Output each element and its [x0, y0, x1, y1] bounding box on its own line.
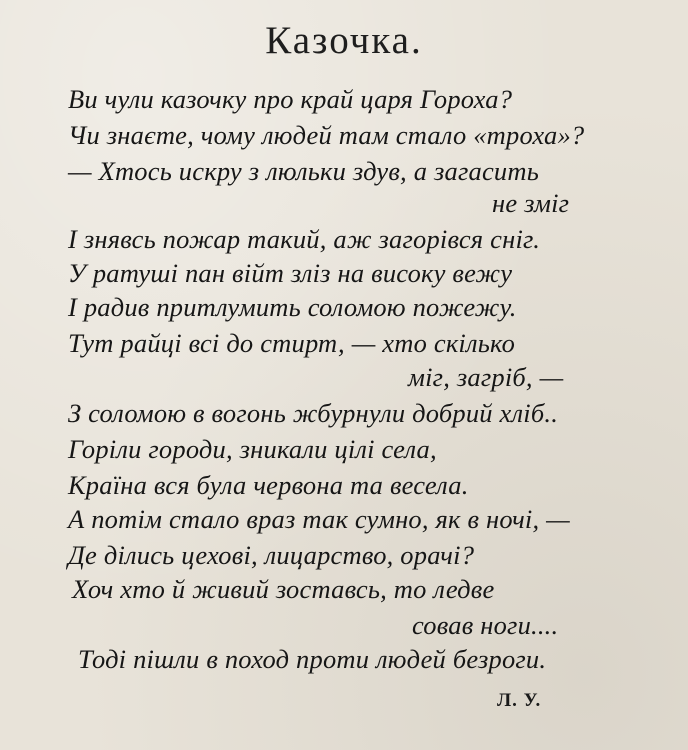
- poem-line: Ви чули казочку про край царя Гороха?: [68, 84, 513, 114]
- poem-line: Де ділись цехові, лицарство, орачі?: [68, 540, 475, 570]
- poem-title: Казочка.: [265, 19, 423, 62]
- poem-line: — Хтось искру з люльки здув, а загасить: [68, 156, 539, 186]
- poem-line: З соломою в вогонь жбурнули добрий хліб..: [68, 398, 559, 428]
- poem-line: Горіли городи, зникали цілі села,: [68, 434, 437, 464]
- poem-line: Хоч хто й живий зоставсь, то ледве: [72, 574, 495, 604]
- poem-line: І знявсь пожар такий, аж загорівся сніг.: [68, 224, 541, 254]
- author-signature: Л. У.: [497, 690, 542, 711]
- poem-line: Тоді пішли в поход проти людей безроги.: [78, 644, 547, 674]
- poem-line: міг, загріб, —: [408, 362, 564, 392]
- poem-line: Тут райці всі до стирт, — хто скілько: [68, 328, 516, 358]
- poem-line: А потім стало враз так сумно, як в ночі, —: [68, 504, 570, 534]
- poem-line: У ратуші пан війт зліз на високу вежу: [68, 258, 513, 288]
- poem-line: совав ноги....: [412, 610, 559, 640]
- poem-line: Країна вся була червона та весела.: [68, 470, 469, 500]
- poem-line: І радив притлумить соломою пожежу.: [68, 292, 517, 322]
- poem-line: не зміг: [492, 188, 570, 218]
- poem-line: Чи знаєте, чому людей там стало «троха»?: [68, 120, 585, 150]
